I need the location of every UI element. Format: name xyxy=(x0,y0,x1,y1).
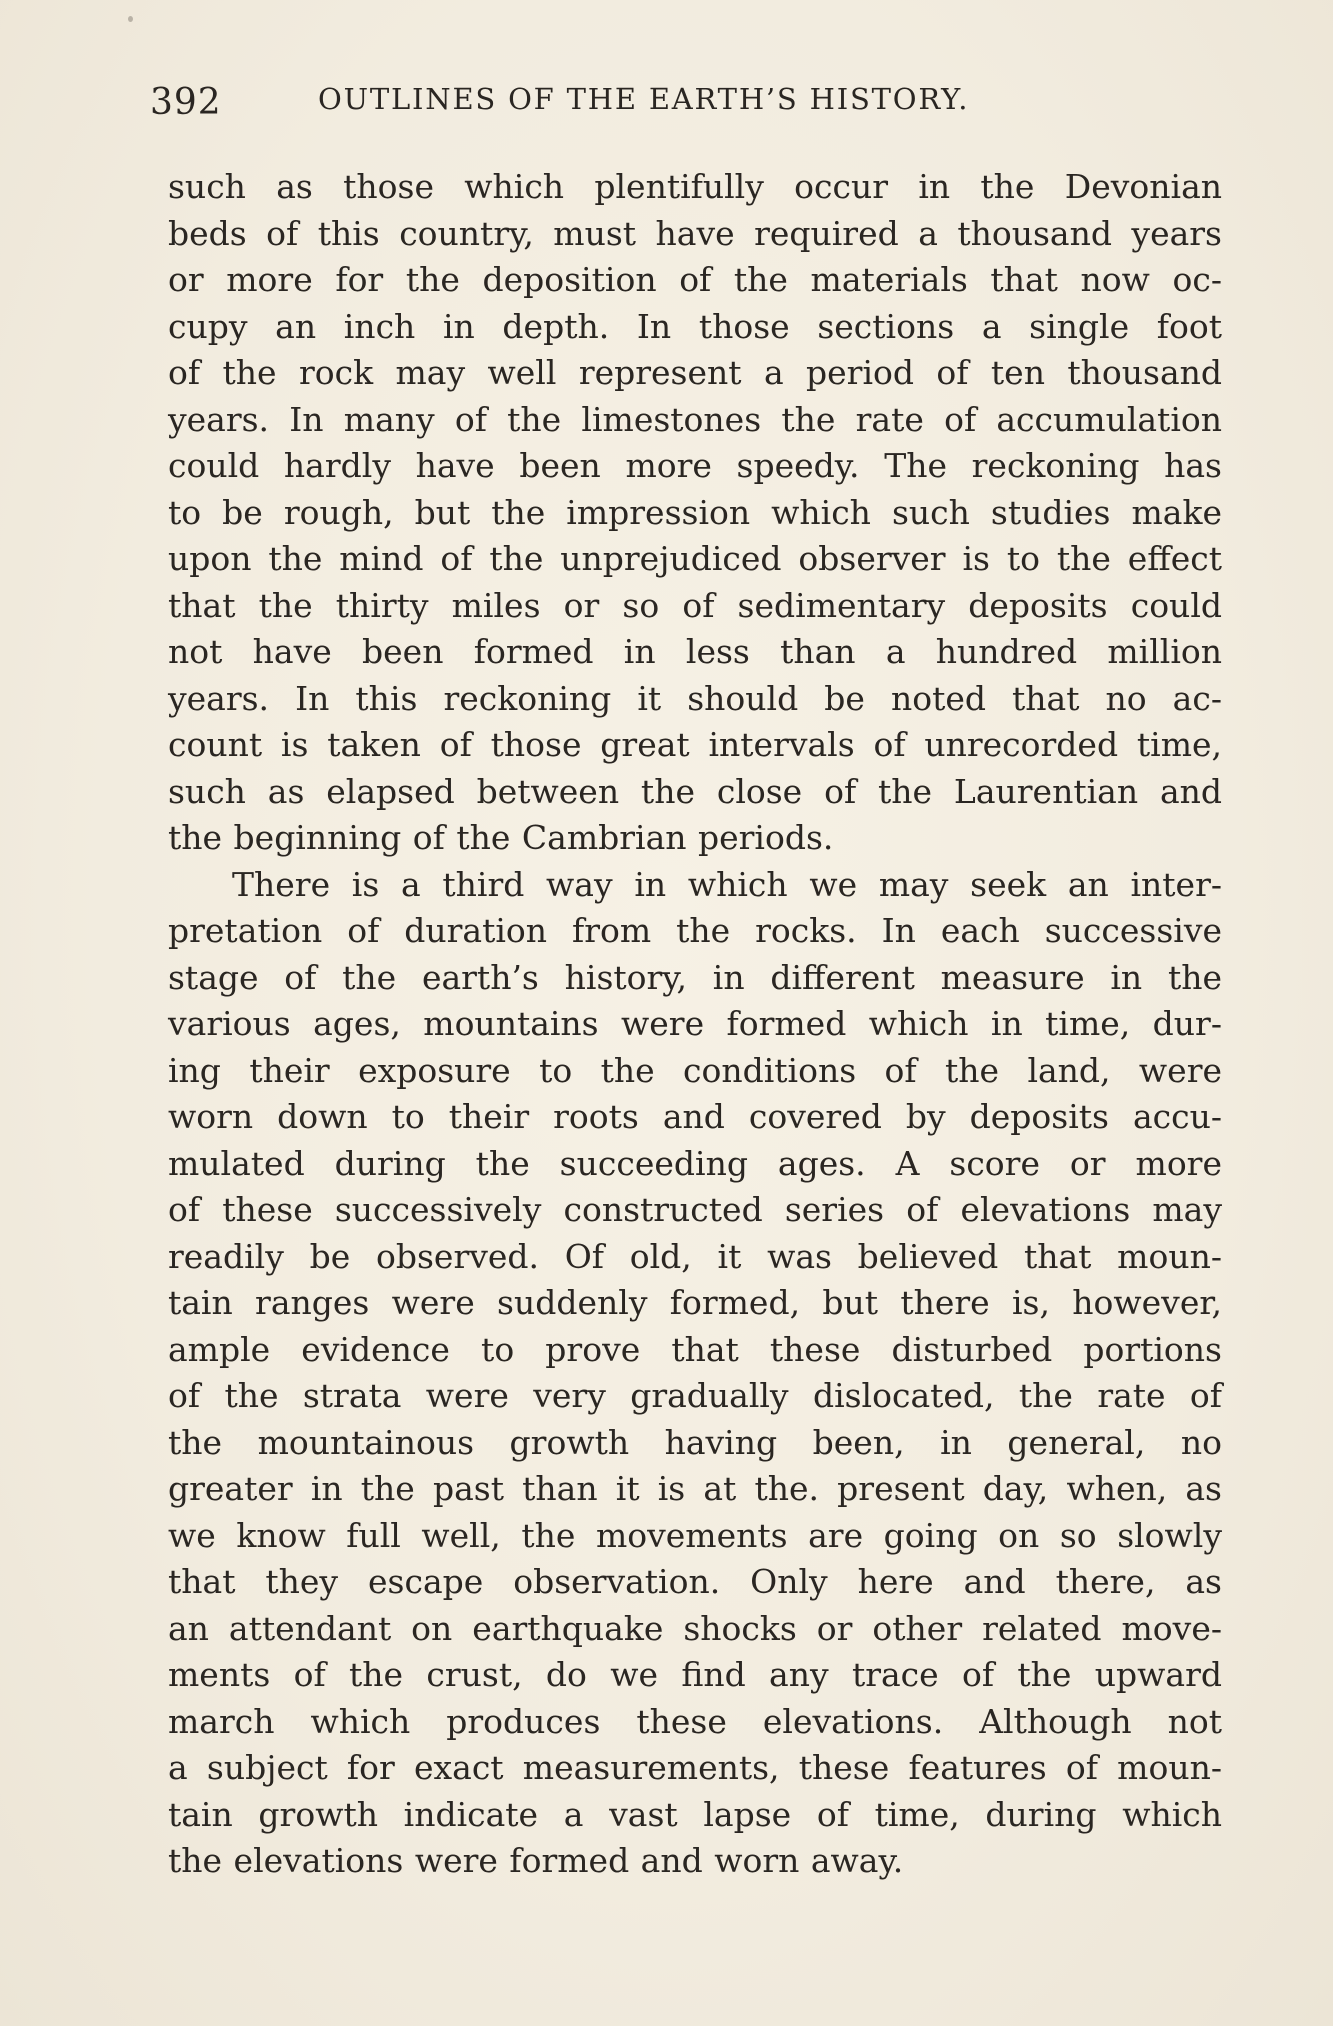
text-line: a subject for exact measurements, these features of moun- xyxy=(168,1748,1222,1787)
body-text xyxy=(168,164,1222,1885)
text-line: of these successively constructed series of elevations may xyxy=(168,1190,1222,1229)
text-line: mulated during the succeeding ages. A score or more xyxy=(168,1143,1222,1183)
text-line: upon the mind of the unprejudiced observer is to the effect xyxy=(168,539,1222,578)
text-line: not have been formed in less than a hundred million xyxy=(168,632,1222,671)
text-line: pretation of duration from the rocks. In each successive xyxy=(168,911,1222,950)
text-line: ample evidence to prove that these disturbed portions xyxy=(168,1329,1222,1369)
text-line: or more for the deposition of the materials that now oc- xyxy=(168,260,1222,299)
text-line: tain ranges were suddenly formed, but there is, however, xyxy=(168,1283,1222,1322)
text-line: we know full well, the movements are going on so slowly xyxy=(168,1515,1222,1555)
text-line: worn down to their roots and covered by deposits accu- xyxy=(168,1097,1222,1136)
text-line: an attendant on earthquake shocks or other related move- xyxy=(168,1608,1222,1648)
text-line: that they escape observation. Only here and there, as xyxy=(168,1562,1222,1601)
text-line: of the rock may well represent a period of ten thousand xyxy=(168,353,1222,392)
text-line: to be rough, but the impression which such studies make xyxy=(168,492,1222,532)
page-number: 392 xyxy=(150,82,222,123)
paragraph-end-line: the elevations were formed and worn away. xyxy=(168,1841,904,1880)
text-line: count is taken of those great intervals of unrecorded time, xyxy=(168,725,1222,764)
text-line: beds of this country, must have required a thousand years xyxy=(168,213,1222,253)
text-line: the mountainous growth having been, in general, no xyxy=(168,1422,1222,1462)
text-line: ments of the crust, do we find any trace of the upward xyxy=(168,1655,1222,1694)
paragraph-end-line: the beginning of the Cambrian periods. xyxy=(168,818,834,857)
text-line: march which produces these elevations. Although not xyxy=(168,1701,1222,1741)
paragraph-start-line: There is a third way in which we may seek an inter- xyxy=(232,864,1222,904)
text-line: years. In many of the limestones the rate of accumulation xyxy=(168,399,1222,439)
running-head-title: OUTLINES OF THE EARTH’S HISTORY. xyxy=(318,82,970,116)
paper-speck xyxy=(128,16,133,22)
text-line: tain growth indicate a vast lapse of time, during which xyxy=(168,1794,1222,1834)
text-line: years. In this reckoning it should be noted that no ac- xyxy=(168,678,1222,718)
text-line: cupy an inch in depth. In those sections a single foot xyxy=(168,306,1222,346)
text-line: ing their exposure to the conditions of the land, were xyxy=(168,1050,1222,1090)
running-head xyxy=(150,74,1210,130)
text-line: could hardly have been more speedy. The reckoning has xyxy=(168,446,1222,485)
text-line: various ages, mountains were formed which in time, dur- xyxy=(168,1004,1222,1043)
text-line: greater in the past than it is at the. present day, when, as xyxy=(168,1469,1222,1508)
text-line: stage of the earth’s history, in different measure in the xyxy=(168,957,1222,997)
text-line: readily be observed. Of old, it was believed that moun- xyxy=(168,1236,1222,1276)
text-line: such as elapsed between the close of the Laurentian and xyxy=(168,771,1222,811)
text-line: such as those which plentifully occur in the Devonian xyxy=(168,167,1222,206)
text-line: that the thirty miles or so of sedimentary deposits could xyxy=(168,585,1222,625)
text-line: of the strata were very gradually dislocated, the rate of xyxy=(168,1376,1222,1415)
